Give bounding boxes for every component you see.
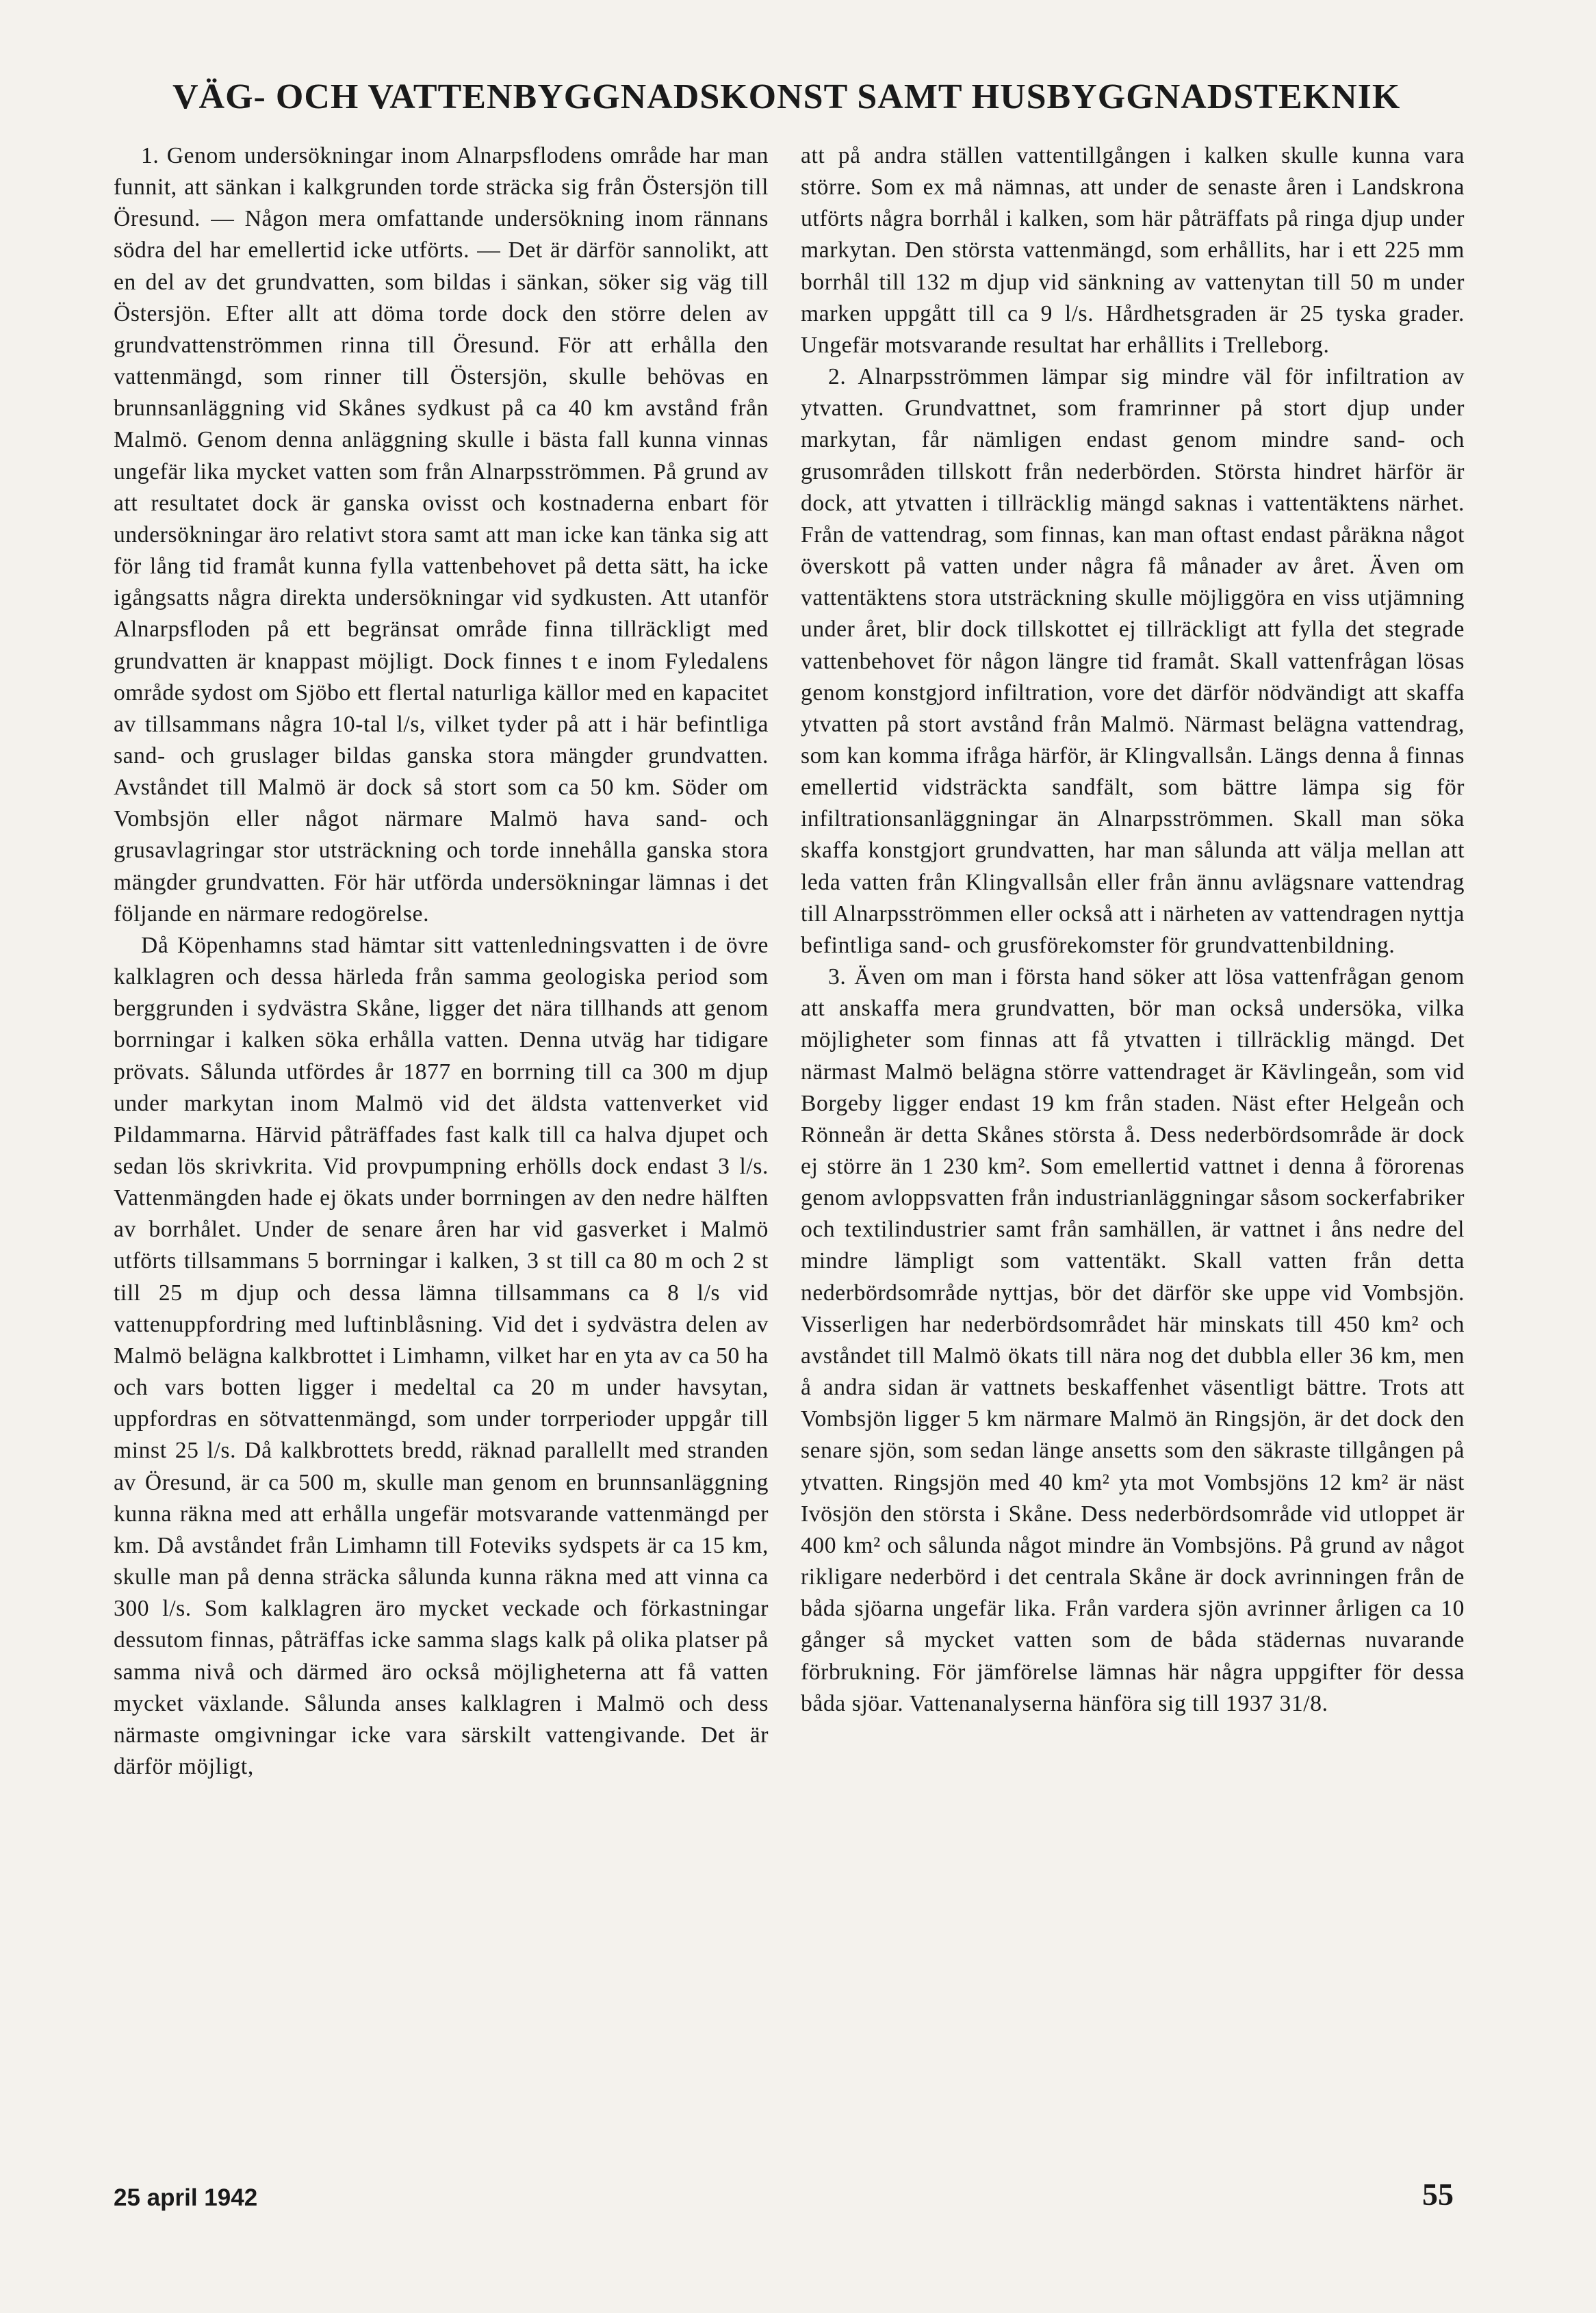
footer-date: 25 april 1942 [114,2184,258,2211]
page-number: 55 [1422,2177,1454,2212]
left-column [114,140,769,1783]
paragraph: att på andra ställen vattentillgången i kalken skulle kunna vara större. Som ex må nämnas, att under de senaste åren i Landskrona utförts några borrhål i kalken, som här påträffats på ringa djup under markytan. Den största vattenmängd, som erhållits, har i ett 225 mm borrhål till 132 m djup vid sänkning av vattenytan till 50 m under marken uppgått till ca 9 l/s. Hårdhetsgraden är 25 tyska grader. Ungefär motsvarande resultat har erhållits i Trelleborg. [801,143,1465,358]
paragraph: Då Köpenhamns stad hämtar sitt vattenledningsvatten i de övre kalklagren och dessa härleda från samma geologiska period som berggrunden i sydvästra Skåne, ligger det nära tillhands att genom borrningar i kalken söka erhålla vatten. Denna utväg har tidigare prövats. Sålunda utfördes år 1877 en borrning till ca 300 m djup under markytan inom Malmö vid det äldsta vattenverket vid Pildammarna. Härvid påträffades fast kalk till ca halva djupet och sedan lös skrivkrita. Vid provpumpning erhölls dock endast 3 l/s. Vattenmängden hade ej ökats under borrningen av den nedre hälften av borrhålet. Under de senare åren har vid gasverket i Malmö utförts tillsammans 5 borrningar i kalken, 3 st till ca 80 m och 2 st till 25 m djup och dessa lämna tillsammans ca 8 l/s vid vattenuppfordring med luftinblåsning. Vid det i sydvästra delen av Malmö belägna kalkbrottet i Limhamn, vilket har en yta av ca 50 ha och vars botten ligger i medeltal ca 20 m under havsytan, uppfordras en sötvattenmängd, som under torrperioder uppgår till minst 25 l/s. Då kalkbrottets bredd, räknad parallellt med stranden av Öresund, är ca 500 m, skulle man genom en brunnsanläggning kunna räkna med att erhålla ungefär motsvarande vattenmängd per km. Då avståndet från Limhamn till Foteviks sydspets är ca 15 km, skulle man på denna sträcka sålunda kunna räkna med att vinna ca 300 l/s. Som kalklagren äro mycket veckade och förkastningar dessutom finnas, påträffas icke samma slags kalk på olika platser på samma nivå och därmed äro också möjligheterna att få vatten mycket växlande. Sålunda anses kalklagren i Malmö och dess närmaste omgivningar icke vara särskilt vattengivande. Det är därför möjligt, [114,932,769,1779]
right-column [801,140,1465,1720]
paragraph: 3. Även om man i första hand söker att lösa vattenfrågan genom att anskaffa mera grundvatten, bör man också undersöka, vilka möjligheter som finnas att få ytvatten i tillräcklig mängd. Det närmast Malmö belägna större vattendraget är Kävlingeån, som vid Borgeby ligger endast 19 km från staden. Näst efter Helgeån och Rönneån är detta Skånes största å. Dess nederbördsområde är dock ej större än 1 230 km². Som emellertid vattnet i denna å förorenas genom avloppsvatten från industrianläggningar såsom sockerfabriker och textilindustrier samt från samhällen, är vattnet i åns nedre del mindre lämpligt som vattentäkt. Skall vatten från detta nederbördsområde nyttjas, bör det därför ske uppe vid Vombsjön. Visserligen har nederbördsområdet här minskats till 450 km² och avståndet till Malmö ökats till nära nog det dubbla eller 36 km, men å andra sidan är vattnets beskaffenhet väsentligt bättre. Trots att Vombsjön ligger 5 km närmare Malmö än Ringsjön, är det dock den senare sjön, som sedan länge ansetts som den säkraste tillgången på ytvatten. Ringsjön med 40 km² yta mot Vombsjöns 12 km² är näst Ivösjön den största i Skåne. Dess nederbördsområde vid utloppet är 400 km² och sålunda något mindre än Vombsjöns. På grund av något rikligare nederbörd i det centrala Skåne är dock avrinningen från de båda sjöarna ungefär lika. Från vardera sjön avrinner årligen ca 10 gånger så mycket vatten som de båda städernas nuvarande förbrukning. För jämförelse lämnas här några uppgifter för dessa båda sjöar. Vattenanalyserna hänföra sig till 1937 31/8. [801,964,1465,1716]
paragraph: 1. Genom undersökningar inom Alnarpsflodens område har man funnit, att sänkan i kalkgrunden torde sträcka sig från Östersjön till Öresund. — Någon mera omfattande undersökning inom rännans södra del har emellertid icke utförts. — Det är därför sannolikt, att en del av det grundvatten, som bildas i sänkan, söker sig väg till Östersjön. Efter allt att döma torde dock den större delen av grundvattenströmmen rinna till Öresund. För att erhålla den vattenmängd, som rinner till Östersjön, skulle behövas en brunnsanläggning vid Skånes sydkust på ca 40 km avstånd från Malmö. Genom denna anläggning skulle i bästa fall kunna vinnas ungefär lika mycket vatten som från Alnarpsströmmen. På grund av att resultatet dock är ganska ovisst och kostnaderna enbart för undersökningar äro relativt stora samt att man icke kan tänka sig att för lång tid framåt kunna fylla vattenbehovet på detta sätt, ha icke igångsatts några direkta undersökningar vid sydkusten. Att utanför Alnarpsfloden på ett begränsat område finna tillräckligt med grundvatten är knappast möjligt. Dock finnes t e inom Fyledalens område sydost om Sjöbo ett flertal naturliga källor med en kapacitet av tillsammans några 10-tal l/s, vilket tyder på att i här befintliga sand- och gruslager bildas ganska stora mängder grundvatten. Avståndet till Malmö är dock så stort som ca 50 km. Söder om Vombsjön eller något närmare Malmö hava sand- och grusavlagringar stor utsträckning och torde innehålla ganska stora mängder grundvatten. För här utförda undersökningar lämnas i det följande en närmare redogörelse. [114,143,769,927]
page-header: VÄG- OCH VATTENBYGGNADSKONST SAMT HUSBYGGNADSTEKNIK [172,77,1401,116]
paragraph: 2. Alnarpsströmmen lämpar sig mindre väl för infiltration av ytvatten. Grundvattnet, som framrinner på stort djup under markytan, får nämligen endast genom mindre sand- och grusområden tillskott från nederbörden. Största hindret härför är dock, att ytvatten i tillräcklig mängd saknas i vattentäktens närhet. Från de vattendrag, som finnas, kan man oftast endast påräkna något överskott på vatten under några få månader av året. Även om vattentäktens stora utsträckning skulle möjliggöra en viss utjämning under året, blir dock tillskottet ej tillräckligt att fylla det stegrade vattenbehovet för någon längre tid framåt. Skall vattenfrågan lösas genom konstgjord infiltration, vore det därför nödvändigt att skaffa ytvatten på stort avstånd från Malmö. Närmast belägna vattendrag, som kan komma ifråga härför, är Klingvallsån. Längs denna å finnas emellertid vidsträckta sandfält, som bättre lämpa sig för infiltrationsanläggningar än Alnarpsströmmen. Skall man söka skaffa konstgjort grundvatten, har man sålunda att välja mellan att leda vatten från Klingvallsån eller från ännu avlägsnare vattendrag till Alnarpsströmmen eller också att i närheten av vattendragen nyttja befintliga sand- och grusförekomster för grundvattenbildning. [801,364,1465,958]
